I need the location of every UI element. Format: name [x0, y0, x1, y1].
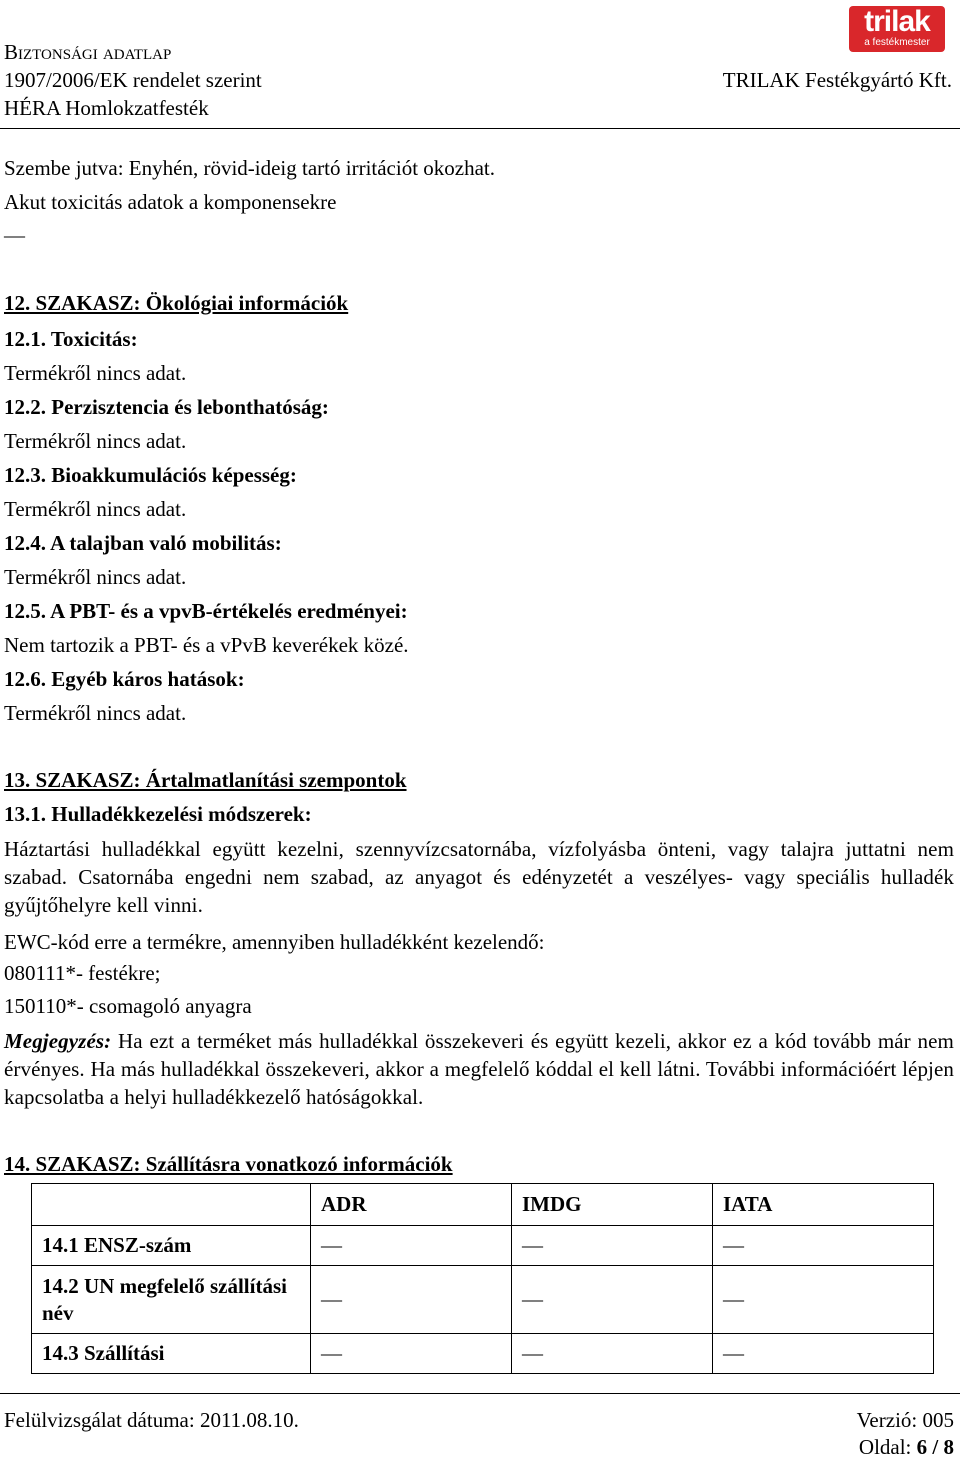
note-paragraph — [4, 1027, 954, 1111]
cell-imdg: — — [512, 1226, 713, 1266]
cell-iata: — — [713, 1266, 934, 1334]
logo-tagline: a festékmester — [864, 37, 930, 48]
subsection-value: Termékről nincs adat. — [4, 565, 187, 589]
subsection-13-1-heading: 13.1. Hulladékkezelési módszerek: — [4, 802, 312, 826]
section-12-title: 12. SZAKASZ: Ökológiai információk — [4, 291, 349, 315]
row-label: 14.3 Szállítási — [32, 1334, 311, 1374]
ewc-intro: EWC-kód erre a termékre, amennyiben hulladékként kezelendő: — [4, 930, 545, 954]
footer-divider — [0, 1393, 960, 1394]
subsection-value: Nem tartozik a PBT- és a vPvB keverékek közé. — [4, 633, 409, 657]
cell-iata: — — [713, 1334, 934, 1374]
column-header-adr: ADR — [311, 1184, 512, 1226]
subsection-heading: 12.6. Egyéb káros hatások: — [4, 667, 245, 691]
header-divider — [0, 128, 960, 129]
acute-toxicity-value: — — [4, 223, 25, 247]
section-14-title: 14. SZAKASZ: Szállításra vonatkozó információk — [4, 1152, 453, 1176]
company-name: TRILAK Festékgyártó Kft. — [722, 68, 952, 92]
section-13-title: 13. SZAKASZ: Ártalmatlanítási szempontok — [4, 768, 407, 792]
cell-adr: — — [311, 1334, 512, 1374]
regulation: 1907/2006/EK rendelet szerint — [4, 68, 262, 92]
trilak-logo — [849, 6, 945, 52]
version: Verzió: 005 — [856, 1408, 954, 1432]
cell-adr: — — [311, 1226, 512, 1266]
table-row — [32, 1266, 934, 1334]
page-label: Oldal: — [858, 1435, 917, 1459]
subsection-heading: 12.1. Toxicitás: — [4, 327, 138, 351]
note-text: Ha ezt a terméket más hulladékkal összekeveri és együtt kezeli, akkor ez a kód tovább már nem érvényes. Ha más hulladékkal összekeveri, akkor a megfelelő kóddal el kell látni. További információért lépjen kapcsolatba a helyi hulladékkezelő hatóságokkal. — [4, 1029, 954, 1109]
subsection-value: Termékről nincs adat. — [4, 361, 187, 385]
subsection-heading: 12.4. A talajban való mobilitás: — [4, 531, 282, 555]
eye-contact-text: Szembe jutva: Enyhén, rövid-ideig tartó irritációt okozhat. — [4, 156, 496, 180]
table-header-empty — [32, 1184, 311, 1226]
product-name: HÉRA Homlokzatfesték — [4, 96, 209, 120]
acute-toxicity-heading: Akut toxicitás adatok a komponensekre — [4, 190, 337, 214]
row-label: 14.1 ENSZ-szám — [32, 1226, 311, 1266]
subsection-value: Termékről nincs adat. — [4, 429, 187, 453]
column-header-imdg: IMDG — [512, 1184, 713, 1226]
cell-adr: — — [311, 1266, 512, 1334]
table-row — [32, 1226, 934, 1266]
note-label: Megjegyzés: — [4, 1029, 112, 1053]
table-header-row — [32, 1184, 934, 1226]
table-row — [32, 1334, 934, 1374]
cell-imdg: — — [512, 1334, 713, 1374]
waste-handling-paragraph: Háztartási hulladékkal együtt kezelni, szennyvízcsatornába, vízfolyásba önteni, vagy talajra juttatni nem szabad. Csatornába engedni nem szabad, az anyagot és edényzetét a veszélyes- vagy speciális hulladék gyűjtőhelyre kell vinni. — [4, 837, 954, 917]
page-number: 6 / 8 — [916, 1435, 954, 1459]
cell-imdg: — — [512, 1266, 713, 1334]
page-indicator — [859, 1435, 954, 1459]
row-label: 14.2 UN megfelelő szállítási név — [32, 1266, 311, 1334]
column-header-iata: IATA — [713, 1184, 934, 1226]
doc-type: Biztonsági adatlap — [4, 40, 172, 64]
subsection-value: Termékről nincs adat. — [4, 497, 187, 521]
subsection-heading: 12.5. A PBT- és a vpvB-értékelés eredményei: — [4, 599, 408, 623]
subsection-heading: 12.2. Perzisztencia és lebonthatóság: — [4, 395, 329, 419]
logo-brand: trilak — [864, 5, 930, 38]
transport-table — [31, 1183, 934, 1374]
subsection-heading: 12.3. Bioakkumulációs képesség: — [4, 463, 297, 487]
review-date: Felülvizsgálat dátuma: 2011.08.10. — [4, 1408, 299, 1432]
ewc-code-paint: 080111*- festékre; — [4, 961, 161, 985]
subsection-value: Termékről nincs adat. — [4, 701, 187, 725]
ewc-code-packaging: 150110*- csomagoló anyagra — [4, 994, 252, 1018]
cell-iata: — — [713, 1226, 934, 1266]
